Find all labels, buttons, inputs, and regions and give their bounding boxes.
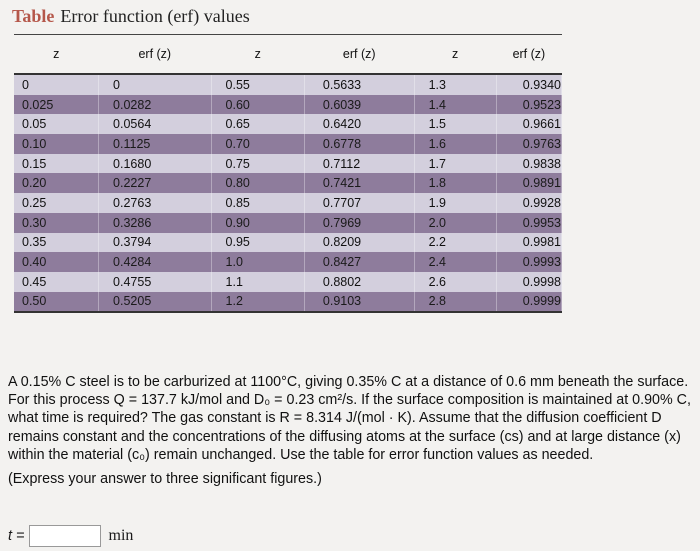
table-cell: 0.9661 [496,114,561,134]
table-cell: 1.8 [414,173,496,193]
table-cell: 1.1 [211,272,304,292]
table-cell: 0.8802 [304,272,414,292]
column-header-erf-3: erf (z) [496,35,561,75]
table-cell: 0.6778 [304,134,414,154]
table-cell: 0.7707 [304,193,414,213]
table-cell: 0.85 [211,193,304,213]
table-cell: 0.0564 [99,114,211,134]
table-cell: 1.4 [414,95,496,115]
table-row [14,154,562,174]
table-cell: 0.10 [14,134,99,154]
table-row [14,173,562,193]
table-cell: 0.7421 [304,173,414,193]
table-row [14,114,562,134]
column-header-z-1: z [14,35,99,75]
table-cell: 0.9953 [496,213,561,233]
table-cell: 0 [14,74,99,95]
table-row [14,193,562,213]
table-cell: 0.15 [14,154,99,174]
table-row [14,252,562,272]
table-cell: 0.0282 [99,95,211,115]
table-cell: 2.6 [414,272,496,292]
answer-row [8,525,133,547]
table-cell: 0.05 [14,114,99,134]
table-cell: 1.6 [414,134,496,154]
table-cell: 1.0 [211,252,304,272]
table-title [12,6,250,27]
table-row [14,134,562,154]
table-cell: 0.95 [211,233,304,253]
answer-input[interactable] [29,525,101,547]
table-cell: 0.9763 [496,134,561,154]
table-row [14,292,562,313]
erf-table-header-row [14,35,562,75]
table-cell: 0.4284 [99,252,211,272]
table-cell: 0.3286 [99,213,211,233]
question-text: A 0.15% C steel is to be carburized at 1100°C, giving 0.35% C at a distance of 0.6 mm beneath the surface. For this process Q = 137.7 kJ/mol and D₀ = 0.23 cm²/s. If the surface composition is maintained at 0.90% C, what time is required? The gas constant is R = 8.314 J/(mol · K). Assume that the diffusion coefficient D remains constant and the concentrations of the diffusing atoms at the surface (cs) and at large distance (x) within the material (c₀) remain unchanged. Use the table for error function values as needed. [8,374,691,463]
table-cell: 0.9999 [496,292,561,313]
table-cell: 0.7112 [304,154,414,174]
table-cell: 1.3 [414,74,496,95]
table-cell: 0.35 [14,233,99,253]
table-cell: 0.55 [211,74,304,95]
table-cell: 0.5633 [304,74,414,95]
table-cell: 0.80 [211,173,304,193]
table-cell: 0.20 [14,173,99,193]
table-cell: 0.1680 [99,154,211,174]
table-cell: 0.7969 [304,213,414,233]
answer-unit: min [108,527,134,544]
table-cell: 0.8209 [304,233,414,253]
table-cell: 2.8 [414,292,496,313]
table-cell: 0.9340 [496,74,561,95]
table-row [14,95,562,115]
table-cell: 0 [99,74,211,95]
table-cell: 0.30 [14,213,99,233]
table-cell: 0.1125 [99,134,211,154]
table-title-text: Error function (erf) values [60,6,250,26]
table-cell: 0.9998 [496,272,561,292]
table-cell: 0.25 [14,193,99,213]
question-hint: (Express your answer to three significant figures.) [8,471,322,488]
table-cell: 0.60 [211,95,304,115]
answer-label: t = [8,528,25,544]
table-cell: 2.0 [414,213,496,233]
table-cell: 2.2 [414,233,496,253]
table-cell: 1.7 [414,154,496,174]
table-cell: 0.9993 [496,252,561,272]
table-cell: 0.9891 [496,173,561,193]
table-cell: 0.45 [14,272,99,292]
table-cell: 2.4 [414,252,496,272]
erf-table [14,34,562,313]
table-cell: 1.9 [414,193,496,213]
table-cell: 0.4755 [99,272,211,292]
table-cell: 0.8427 [304,252,414,272]
table-row [14,233,562,253]
table-cell: 0.70 [211,134,304,154]
erf-table-body [14,74,562,312]
table-cell: 0.3794 [99,233,211,253]
table-cell: 0.75 [211,154,304,174]
table-title-label: Table [12,6,55,26]
table-row [14,213,562,233]
table-row [14,272,562,292]
table-cell: 0.9981 [496,233,561,253]
table-cell: 0.6420 [304,114,414,134]
table-cell: 0.65 [211,114,304,134]
table-cell: 0.5205 [99,292,211,313]
table-cell: 0.9928 [496,193,561,213]
table-cell: 0.50 [14,292,99,313]
column-header-erf-2: erf (z) [304,35,414,75]
table-cell: 0.9523 [496,95,561,115]
table-cell: 1.5 [414,114,496,134]
table-cell: 0.90 [211,213,304,233]
table-cell: 0.40 [14,252,99,272]
table-cell: 0.2227 [99,173,211,193]
column-header-z-3: z [414,35,496,75]
table-cell: 0.6039 [304,95,414,115]
column-header-z-2: z [211,35,304,75]
table-cell: 0.025 [14,95,99,115]
table-cell: 0.9838 [496,154,561,174]
column-header-erf-1: erf (z) [99,35,211,75]
question-block [8,373,698,488]
table-cell: 0.9103 [304,292,414,313]
table-row [14,74,562,95]
table-cell: 1.2 [211,292,304,313]
table-cell: 0.2763 [99,193,211,213]
